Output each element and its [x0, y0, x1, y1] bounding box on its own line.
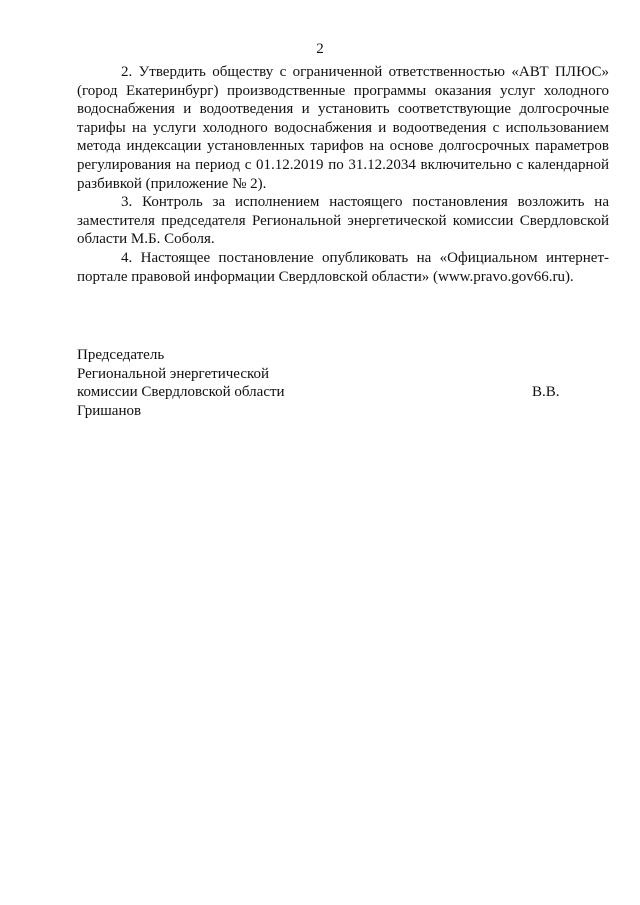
- signatory-organization: Региональной энергетической: [77, 365, 270, 382]
- signatory-surname: Гришанов: [77, 402, 142, 419]
- signature-block: [77, 346, 577, 420]
- page-number: 2: [316, 41, 324, 57]
- paragraph-3-control: 3. Контроль за исполнением настоящего постановления возложить на заместителя председателя Региональной энергетической комиссии Свердловской области М.Б. Соболя.: [77, 194, 609, 248]
- signatory-organization-region: комиссии Свердловской области: [77, 384, 285, 401]
- signatory-title: Председатель: [77, 347, 165, 363]
- paragraph-2-approve-programs: 2. Утвердить обществу с ограниченной ответственностью «АВТ ПЛЮС» (город Екатеринбург) производственные программы оказания услуг холодного водоснабжения и водоотведения и установить соответствующие долгосрочные тарифы на услуги холодного водоснабжения и водоотведения с использованием метода индексации установленных тарифов на основе долгосрочных параметров регулирования на период с 01.12.2019 по 31.12.2034 включительно с календарной разбивкой (приложение № 2).: [77, 64, 609, 192]
- document-body: [77, 63, 609, 286]
- signatory-organization-row: [77, 383, 577, 402]
- signatory-initials: В.В.: [532, 384, 560, 401]
- paragraph-4-publish: 4. Настоящее постановление опубликовать на «Официальном интернет-портале правовой информации Свердловской области» (www.pravo.gov66.ru).: [77, 249, 609, 285]
